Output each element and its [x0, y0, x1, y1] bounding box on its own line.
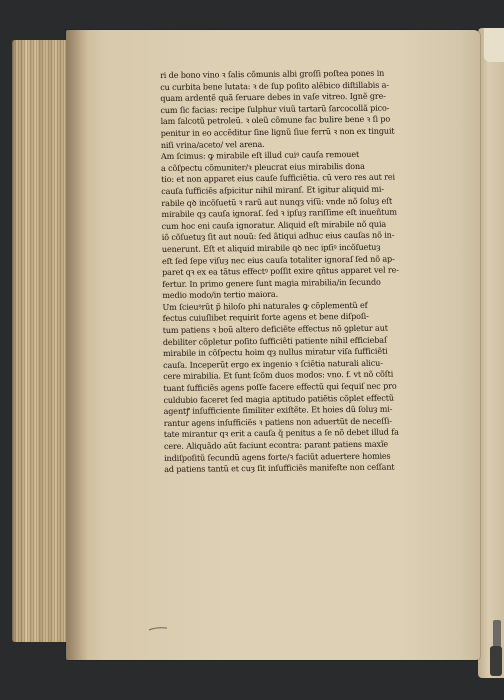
text-line: tuant ſufficiẽs agens poſſe facere effectũ qui ſequiſ nec pro [163, 380, 397, 394]
text-line: tio: et non apparet eius cauſe ſufficiẽtia. cũ vero res aut rei [161, 171, 395, 185]
page-edges [12, 40, 72, 642]
text-line: quam ardentẽ quã ſeruare debes in vaſe vitreo. Ignẽ gre- [160, 90, 386, 104]
text-line: medio modo/in tertio maiora. [162, 289, 279, 301]
text-line: fertur. In primo genere ſunt magia mirabilia/in ſecundo [162, 276, 381, 289]
text-line: cu curbita bene lutata: ꝛ de ſup poſito alẽbico diſtillabis a- [160, 79, 389, 92]
text-line: niſi vrina/aceto/ vel arena. [160, 138, 265, 150]
text-line: a cõſpectu cõmuniter/ꝛ pleucrat eius mirabilis dona [160, 160, 365, 173]
text-line: tum patiens ꝛ boũ altero deficiẽte effectus nõ ꝯpletur aut [162, 322, 388, 336]
text-line: tate mirantur qꝛ erit a cauſa q̃ penitus a ſe nõ debet illud fa [163, 426, 399, 440]
text-line: eſt ſed ſepe viſuȝ nec eius cauſa totaliter ignoraſ ſed nõ ap- [161, 253, 395, 266]
text-line: penitur in eo accẽditur ſine lignũ ſiue ferrũ ꝛ non ex tinguit [160, 125, 395, 138]
text-line: paret qꝛ ex ea tãtus effectꝰ poſſit exire qñtus apparet vel re- [162, 264, 399, 278]
text-line: cere mirabilia. Et ſunt ſcõm duos modos: vno. f. vt nõ cõſti [163, 369, 394, 382]
text-line: cauſa. Inceperũt ergo ex ingenio ꝛ ſciẽtia naturali alicu- [163, 357, 383, 370]
text-line: rantur agens inſufficiẽs ꝛ patiens non aduertũt de neceſſi- [163, 415, 392, 428]
pencil-mark [148, 627, 168, 631]
text-line: cum hoc eni cauſa ignoratur. Aliquid eſt mirabile nõ quia [161, 218, 387, 231]
facing-page-corner [484, 28, 504, 62]
text-line: mirabile in cõſpectu hoim qȝ nullus miratur viſa ſufficiẽti [162, 345, 388, 359]
page-text-block [160, 67, 464, 476]
text-line: ad patiens tantũ et cuȝ ſit inſufficiẽs manifeſte non ceſſant [164, 461, 395, 475]
text-line: lam ſalcotũ petroleũ. ꝛ oleũ cõmune fac bulire bene ꝛ ſi po [160, 113, 391, 127]
text-line: debiliter cõpletur poſito ſufficiẽti patiente nihil efficiebaſ [162, 334, 387, 347]
text-line: rabile qꝺ incõſuetũ ꝛ rarũ aut nunqȝ viſũ: vnde nõ ſoluȝ eſt [161, 195, 393, 208]
text-line: indiſpoſitũ ſecundũ agens forte/ꝛ faciũt aduertere homies [164, 450, 391, 463]
text-line: Um ſcieuꝰrũt p̃ hiloſo phi naturales ꝙ cõplementũ ef [162, 299, 368, 312]
bookmark-weight [490, 646, 502, 676]
bookmark-ribbon [493, 620, 501, 648]
text-line: iõ cõſuetuȝ ſit aut nouũ: ſed ãtiqui adhuc eius cauſas nõ in- [161, 229, 395, 243]
text-line: cauſa ſufficiẽs aſpicitur nihil miranſ. Et igitur aliquid mi- [161, 183, 384, 196]
text-line: cere. Aliquãdo aũt faciunt econtra: parant patiens maxĩe [163, 438, 389, 451]
text-line: culdubio faceret ſed magia aptitudo patiẽtis cõplet effectũ [163, 392, 394, 405]
text-line: agentꝭ inſufficiente ſimiliter exiſtẽte. Et hoies dũ ſoluȝ mi- [163, 403, 393, 417]
text-line: Am ſcimus: ꝙ mirabile eſt illud cuiꝰ cauſa remouet [160, 149, 360, 162]
text-line: cum ſic facias: recipe ſulphur viuũ tartarũ ſarcocollã pico- [160, 102, 390, 115]
text-line: mirabile qȝ cauſa ignoraſ. ſed ꝛ ipſuȝ rariſſime eſt inueñtum [161, 206, 397, 220]
text-line: fectus cuiuſlibet requirit forte agens et bene diſpoſi- [162, 311, 369, 324]
text-line: ri de bono vino ꝛ ſalis cõmunis albi groſſi poſtea pones in [160, 67, 385, 80]
facing-page-edge [478, 28, 504, 678]
text-line: uenerunt. Eſt et aliquid mirabile qꝺ nec ipſiꝰ incõſuetuȝ [161, 241, 381, 254]
